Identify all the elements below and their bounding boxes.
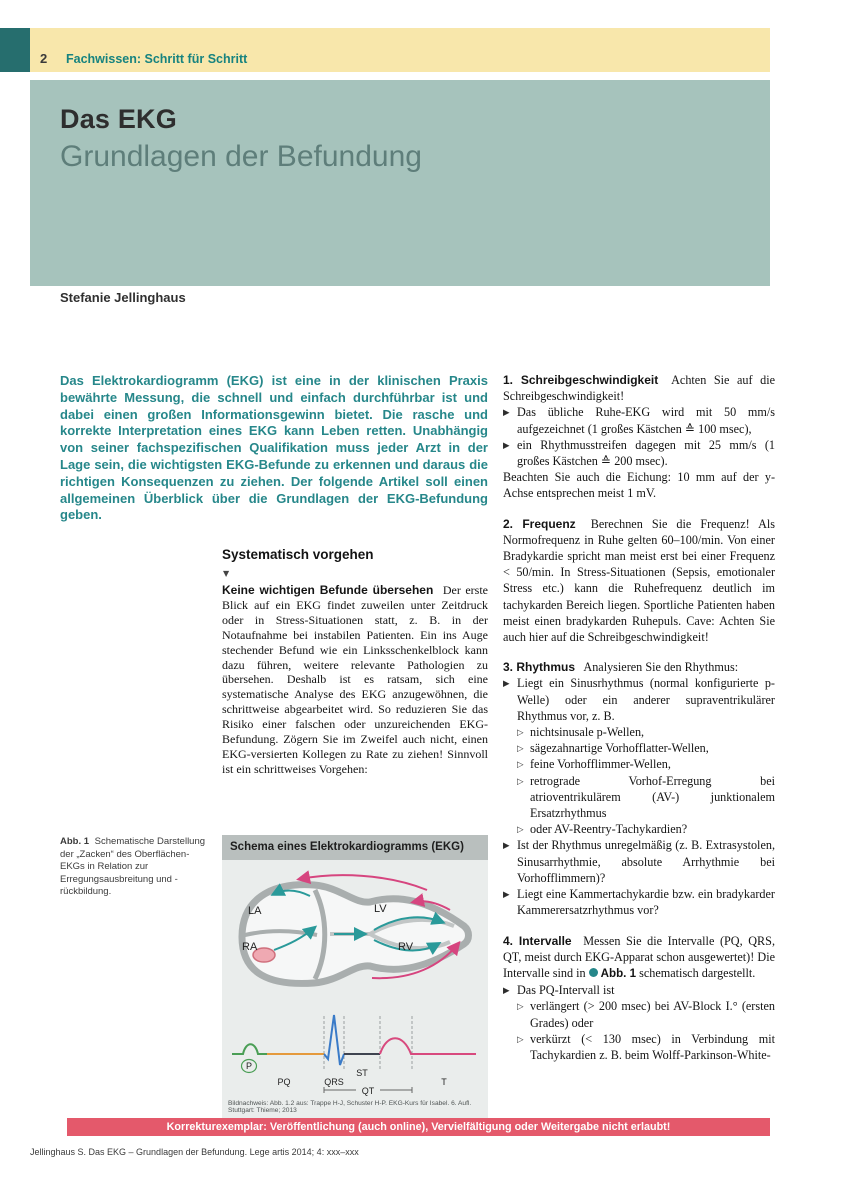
sub-bullet-text: verkürzt (< 130 msec) in Verbindung mit Tachykardien z. B. beim Wolff-Parkinson-White- — [530, 1031, 775, 1062]
figure-caption-label: Abb. 1 — [60, 836, 90, 847]
runin-heading: Keine wichtigen Befunde übersehen — [222, 583, 434, 597]
article-subtitle: Grundlagen der Befundung — [60, 140, 422, 173]
label-qrs: QRS — [324, 1077, 344, 1087]
sub-bullet-item — [517, 998, 775, 1030]
label-p: P — [245, 1061, 253, 1071]
figure-body — [222, 860, 488, 1118]
section-1-note: Beachten Sie auch die Eichung: 10 mm auf der y-Achse entsprechen meist 1 mV. — [503, 470, 775, 501]
sub-bullet-text: feine Vorhofflimmer-Wellen, — [530, 757, 671, 772]
bullet-text: Das übliche Ruhe-EKG wird mit 50 mm/s aufgezeichnet (1 großes Kästchen ≙ 100 msec), — [517, 405, 775, 436]
label-pq: PQ — [277, 1077, 291, 1087]
page-number: 2 — [40, 51, 48, 66]
section-2-heading: 2. Frequenz — [503, 516, 576, 531]
figure-caption — [60, 836, 210, 899]
section-2-paragraph — [503, 516, 775, 646]
section-1-heading: 1. Schreibgeschwindigkeit — [503, 373, 659, 387]
figure-box — [222, 835, 488, 1118]
label-st: ST — [356, 1068, 368, 1078]
label-lv: LV — [374, 903, 387, 915]
sub-bullet-item — [517, 724, 775, 740]
systematic-paragraph — [222, 583, 488, 777]
label-ra: RA — [242, 941, 258, 953]
section-3-heading: 3. Rhythmus — [503, 660, 576, 675]
section-1-paragraph — [503, 372, 775, 404]
bullet-text: Liegt eine Kammertachykardie bzw. ein bradykarder Kammerersatzrhythmus vor? — [517, 887, 775, 918]
section-2-lead: Berechnen Sie die Frequenz! Als Normofrequenz in Ruhe gelten 60–100/min. Von einer Bradykardie spricht man meist erst bei einer Frequenz < 50/min. In Stress-Situationen (Sepsis, emotionaler Stress etc.) kann die Ruhefrequenz deutlich im tachykarden Bereich liegen. Sportliche Patienten haben meist einen bradykarden Ruhepuls. Cave: Achten Sie auch hier auf die Schreibgeschwindigkeit! — [503, 516, 776, 645]
p-wave — [232, 1044, 267, 1054]
figure-ref-label: Abb. 1 — [600, 966, 637, 980]
intro-paragraph: Das Elektrokardiogramm (EKG) ist eine in der klinischen Praxis bewährte Messung, die schnell und einfach durchführbar ist und dabei einen großen Informationsgewinn bietet. Die rasche und korrekte Interpretation eines EKG kann Leben retten. Unabhängig von seiner fachspezifischen Qualifikation muss jeder Arzt in der Lage sein, die wichtigsten EKG-Befunde zu erkennen und daraus die richtigen Konsequenzen zu ziehen. Der folgende Artikel soll einen allgemeinen Überblick über die Grundlagen der EKG-Befundung geben. — [60, 373, 488, 523]
section-4-lead: Messen Sie die Intervalle (PQ, QRS, QT, meist durch EKG-Apparat schon ausgewertet)! Die Intervalle sind in — [503, 933, 775, 980]
sub-bullet-text: oder AV-Reentry-Tachykardien? — [530, 822, 688, 837]
sub-bullet-item — [517, 773, 775, 822]
sub-bullet-text: verlängert (> 200 msec) bei AV-Block I.° (ersten Grades) oder — [530, 999, 775, 1030]
figure-title: Schema eines Elektrokardiogramms (EKG) — [222, 835, 488, 860]
citation-footer: Jellinghaus S. Das EKG – Grundlagen der Befundung. Lege artis 2014; 4: xxx–xxx — [30, 1147, 359, 1157]
section-3-lead: Analysieren Sie den Rhythmus: — [583, 660, 739, 675]
sub-bullet-text: sägezahnartige Vorhofflatter-Wellen, — [530, 741, 709, 756]
sub-bullet-item — [517, 821, 775, 837]
figure-ref-icon — [589, 968, 598, 977]
bullet-item — [503, 675, 775, 724]
down-triangle-icon — [223, 563, 229, 581]
proof-copy-banner: Korrekturexemplar: Veröffentlichung (auch online), Vervielfältigung oder Weitergabe nicht erlaubt! — [67, 1118, 770, 1136]
sub-bullet-item — [517, 1031, 775, 1063]
bullet-item — [503, 982, 775, 998]
section-heading: Systematisch vorgehen — [222, 547, 374, 562]
paragraph-text: Der erste Blick auf ein EKG findet zuweilen unter Zeitdruck oder in Stress-Situationen statt, z. B. in der Notaufnahme bei instabilen Patienten. Ein ins Auge stechender Befund wie ein Linksschenkelblock kann dazu führen, weitere relevante Pathologien zu übersehen. Deshalb ist es ratsam, sich eine systematische Analyse des EKG anzugewöhnen, die schrittweise abgearbeitet wird. So reduzieren Sie das Risiko einer falschen oder unzureichenden EKG-Befundung. Zögern Sie im Zweifel auch nicht, einen EKG-versierten Kollegen zu Rate zu ziehen! Sinnvoll ist ein schrittweises Vorgehen: — [222, 583, 488, 776]
figure-caption-text: Schematische Darstellung der „Zacken“ des Oberflächen-EKGs in Relation zur Erregungsausbreitung und -rückbildung. — [60, 836, 206, 898]
section-4-heading: 4. Intervalle — [503, 933, 572, 948]
qrs-complex — [324, 1015, 344, 1065]
bullet-item — [503, 886, 775, 918]
label-qt: QT — [361, 1086, 375, 1096]
bullet-item — [503, 404, 775, 436]
right-column — [503, 372, 775, 1063]
label-la: LA — [248, 905, 262, 917]
ecg-trace — [222, 1008, 488, 1098]
t-wave — [380, 1038, 476, 1054]
author-name: Stefanie Jellinghaus — [60, 290, 186, 305]
sub-bullet-item — [517, 740, 775, 756]
title-block — [30, 80, 770, 286]
section-4-paragraph — [503, 933, 775, 983]
sub-bullet-text: retrograde Vorhof-Erregung bei atrioventrikulärem (AV-) junktionalem Ersatzrhythmus — [530, 773, 775, 821]
figure-credit: Bildnachweis: Abb. 1.2 aus: Trappe H-J, Schuster H-P. EKG-Kurs für Isabel. 6. Aufl. Stuttgart: Thieme; 2013 — [228, 1100, 472, 1114]
label-t: T — [441, 1077, 447, 1087]
label-rv: RV — [398, 941, 414, 953]
heart-diagram — [222, 862, 488, 1008]
article-title: Das EKG — [60, 104, 177, 134]
bullet-text: ein Rhythmusstreifen dagegen mit 25 mm/s (1 großes Kästchen ≙ 200 msec). — [517, 437, 775, 469]
bullet-text: Das PQ-Intervall ist — [517, 983, 615, 998]
sub-bullet-item — [517, 756, 775, 772]
page-edge-tab — [0, 28, 30, 72]
section-3-paragraph — [503, 659, 775, 675]
bullet-text: Liegt ein Sinusrhythmus (normal konfigurierte p-Welle) oder ein anderer supraventrikulärer Rhythmus vor, z. B. — [517, 676, 775, 723]
bullet-text: Ist der Rhythmus unregelmäßig (z. B. Extrasystolen, Sinusarrhythmie, absolute Arrhythmie bei Vorhofflimmern)? — [517, 838, 775, 885]
section-4-lead-after: schematisch dargestellt. — [639, 965, 756, 980]
bullet-item — [503, 437, 775, 469]
running-header — [30, 28, 770, 72]
section-1-lead: Achten Sie auf die Schreibgeschwindigkeit! — [503, 373, 775, 404]
sub-bullet-text: nichtsinusale p-Wellen, — [530, 725, 645, 740]
bullet-item — [503, 837, 775, 886]
section-kicker: Fachwissen: Schritt für Schritt — [66, 52, 248, 66]
